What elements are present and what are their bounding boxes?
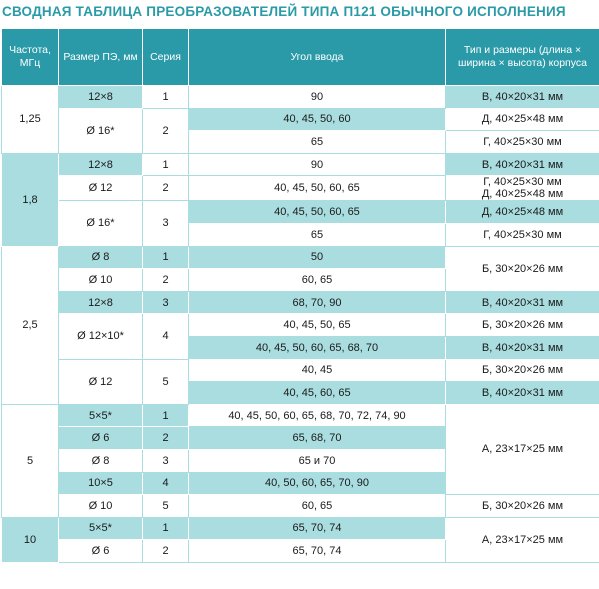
series-cell: 3 bbox=[143, 201, 189, 246]
housing-cell: Б, 30×20×26 мм bbox=[446, 359, 599, 382]
housing-cell: А, 23×17×25 мм bbox=[446, 517, 599, 562]
table-row bbox=[2, 517, 599, 540]
angle-cell: 65 bbox=[189, 131, 446, 154]
angle-cell: 40, 45 bbox=[189, 359, 446, 382]
table-row bbox=[2, 495, 599, 518]
angle-cell: 68, 70, 90 bbox=[189, 291, 446, 314]
header-angle: Угол ввода bbox=[189, 29, 446, 86]
angle-cell: 40, 45, 50, 65 bbox=[189, 314, 446, 337]
housing-line: Д, 40×25×48 мм bbox=[481, 188, 564, 201]
series-cell: 1 bbox=[143, 404, 189, 427]
angle-cell: 50 bbox=[189, 246, 446, 269]
size-cell: 12×8 bbox=[59, 291, 143, 314]
table-row bbox=[2, 108, 599, 131]
freq-cell: 1,25 bbox=[2, 86, 59, 154]
angle-cell: 40, 45, 60, 65 bbox=[189, 382, 446, 405]
size-cell: 5×5* bbox=[59, 517, 143, 540]
housing-cell: А, 23×17×25 мм bbox=[446, 404, 599, 494]
series-cell: 2 bbox=[143, 176, 189, 201]
size-cell: 5×5* bbox=[59, 404, 143, 427]
housing-cell: В, 40×20×31 мм bbox=[446, 336, 599, 359]
series-cell: 2 bbox=[143, 540, 189, 563]
series-cell: 4 bbox=[143, 472, 189, 495]
header-housing: Тип и размеры (длина × ширина × высота) корпуса bbox=[446, 29, 599, 86]
size-cell: 12×8 bbox=[59, 153, 143, 176]
freq-cell: 5 bbox=[2, 404, 59, 517]
angle-cell: 40, 45, 50, 60 bbox=[189, 108, 446, 131]
housing-cell bbox=[446, 176, 599, 201]
size-cell: Ø 8 bbox=[59, 246, 143, 269]
table-row bbox=[2, 314, 599, 337]
freq-cell: 10 bbox=[2, 517, 59, 562]
table-row bbox=[2, 153, 599, 176]
size-cell: Ø 10 bbox=[59, 269, 143, 292]
housing-cell: Г, 40×25×30 мм bbox=[446, 131, 599, 154]
housing-line: Г, 40×25×30 мм bbox=[483, 176, 562, 189]
size-cell: Ø 12 bbox=[59, 176, 143, 201]
angle-cell: 40, 45, 50, 60, 65 bbox=[189, 201, 446, 224]
size-cell: Ø 6 bbox=[59, 427, 143, 450]
angle-cell: 65, 70, 74 bbox=[189, 540, 446, 563]
header-frequency: Частота, МГц bbox=[2, 29, 59, 86]
series-cell: 3 bbox=[143, 449, 189, 472]
size-cell: Ø 16* bbox=[59, 201, 143, 246]
housing-cell: Д, 40×25×48 мм bbox=[446, 108, 599, 131]
series-cell: 1 bbox=[143, 153, 189, 176]
angle-cell: 90 bbox=[189, 86, 446, 109]
series-cell: 5 bbox=[143, 359, 189, 404]
size-cell: Ø 12×10* bbox=[59, 314, 143, 359]
size-cell: Ø 16* bbox=[59, 108, 143, 153]
size-cell: Ø 6 bbox=[59, 540, 143, 563]
series-cell: 4 bbox=[143, 314, 189, 359]
series-cell: 2 bbox=[143, 108, 189, 153]
series-cell: 1 bbox=[143, 246, 189, 269]
table-row bbox=[2, 359, 599, 382]
angle-cell: 65 bbox=[189, 223, 446, 246]
angle-cell: 40, 45, 50, 60, 65 bbox=[189, 176, 446, 201]
housing-cell: В, 40×20×31 мм bbox=[446, 382, 599, 405]
angle-cell: 90 bbox=[189, 153, 446, 176]
size-cell: 10×5 bbox=[59, 472, 143, 495]
header-series: Серия bbox=[143, 29, 189, 86]
size-cell: Ø 10 bbox=[59, 495, 143, 518]
angle-cell: 40, 45, 50, 60, 65, 68, 70, 72, 74, 90 bbox=[189, 404, 446, 427]
size-cell: Ø 12 bbox=[59, 359, 143, 404]
table-row bbox=[2, 201, 599, 224]
table-row bbox=[2, 246, 599, 269]
housing-cell: Б, 30×20×26 мм bbox=[446, 314, 599, 337]
series-cell: 5 bbox=[143, 495, 189, 518]
angle-cell: 40, 50, 60, 65, 70, 90 bbox=[189, 472, 446, 495]
transducer-table bbox=[1, 28, 599, 563]
housing-cell: В, 40×20×31 мм bbox=[446, 153, 599, 176]
freq-cell: 1,8 bbox=[2, 153, 59, 246]
table-row bbox=[2, 176, 599, 201]
angle-cell: 65 и 70 bbox=[189, 449, 446, 472]
series-cell: 3 bbox=[143, 291, 189, 314]
housing-cell: Г, 40×25×30 мм bbox=[446, 223, 599, 246]
table-row bbox=[2, 404, 599, 427]
angle-cell: 65, 70, 74 bbox=[189, 517, 446, 540]
series-cell: 2 bbox=[143, 269, 189, 292]
header-row bbox=[2, 29, 599, 86]
size-cell: 12×8 bbox=[59, 86, 143, 109]
freq-cell: 2,5 bbox=[2, 246, 59, 404]
housing-cell: Б, 30×20×26 мм bbox=[446, 495, 599, 518]
series-cell: 1 bbox=[143, 86, 189, 109]
table-row bbox=[2, 291, 599, 314]
angle-cell: 40, 45, 50, 60, 65, 68, 70 bbox=[189, 336, 446, 359]
size-cell: Ø 8 bbox=[59, 449, 143, 472]
header-size: Размер ПЭ, мм bbox=[59, 29, 143, 86]
angle-cell: 60, 65 bbox=[189, 269, 446, 292]
series-cell: 1 bbox=[143, 517, 189, 540]
angle-cell: 60, 65 bbox=[189, 495, 446, 518]
housing-cell: В, 40×20×31 мм bbox=[446, 291, 599, 314]
housing-cell: Д, 40×25×48 мм bbox=[446, 201, 599, 224]
table-row bbox=[2, 86, 599, 109]
angle-cell: 65, 68, 70 bbox=[189, 427, 446, 450]
series-cell: 2 bbox=[143, 427, 189, 450]
housing-cell: Б, 30×20×26 мм bbox=[446, 246, 599, 291]
housing-cell: В, 40×20×31 мм bbox=[446, 86, 599, 109]
page-title: СВОДНАЯ ТАБЛИЦА ПРЕОБРАЗОВАТЕЛЕЙ ТИПА П121 ОБЫЧНОГО ИСПОЛНЕНИЯ bbox=[2, 4, 566, 19]
